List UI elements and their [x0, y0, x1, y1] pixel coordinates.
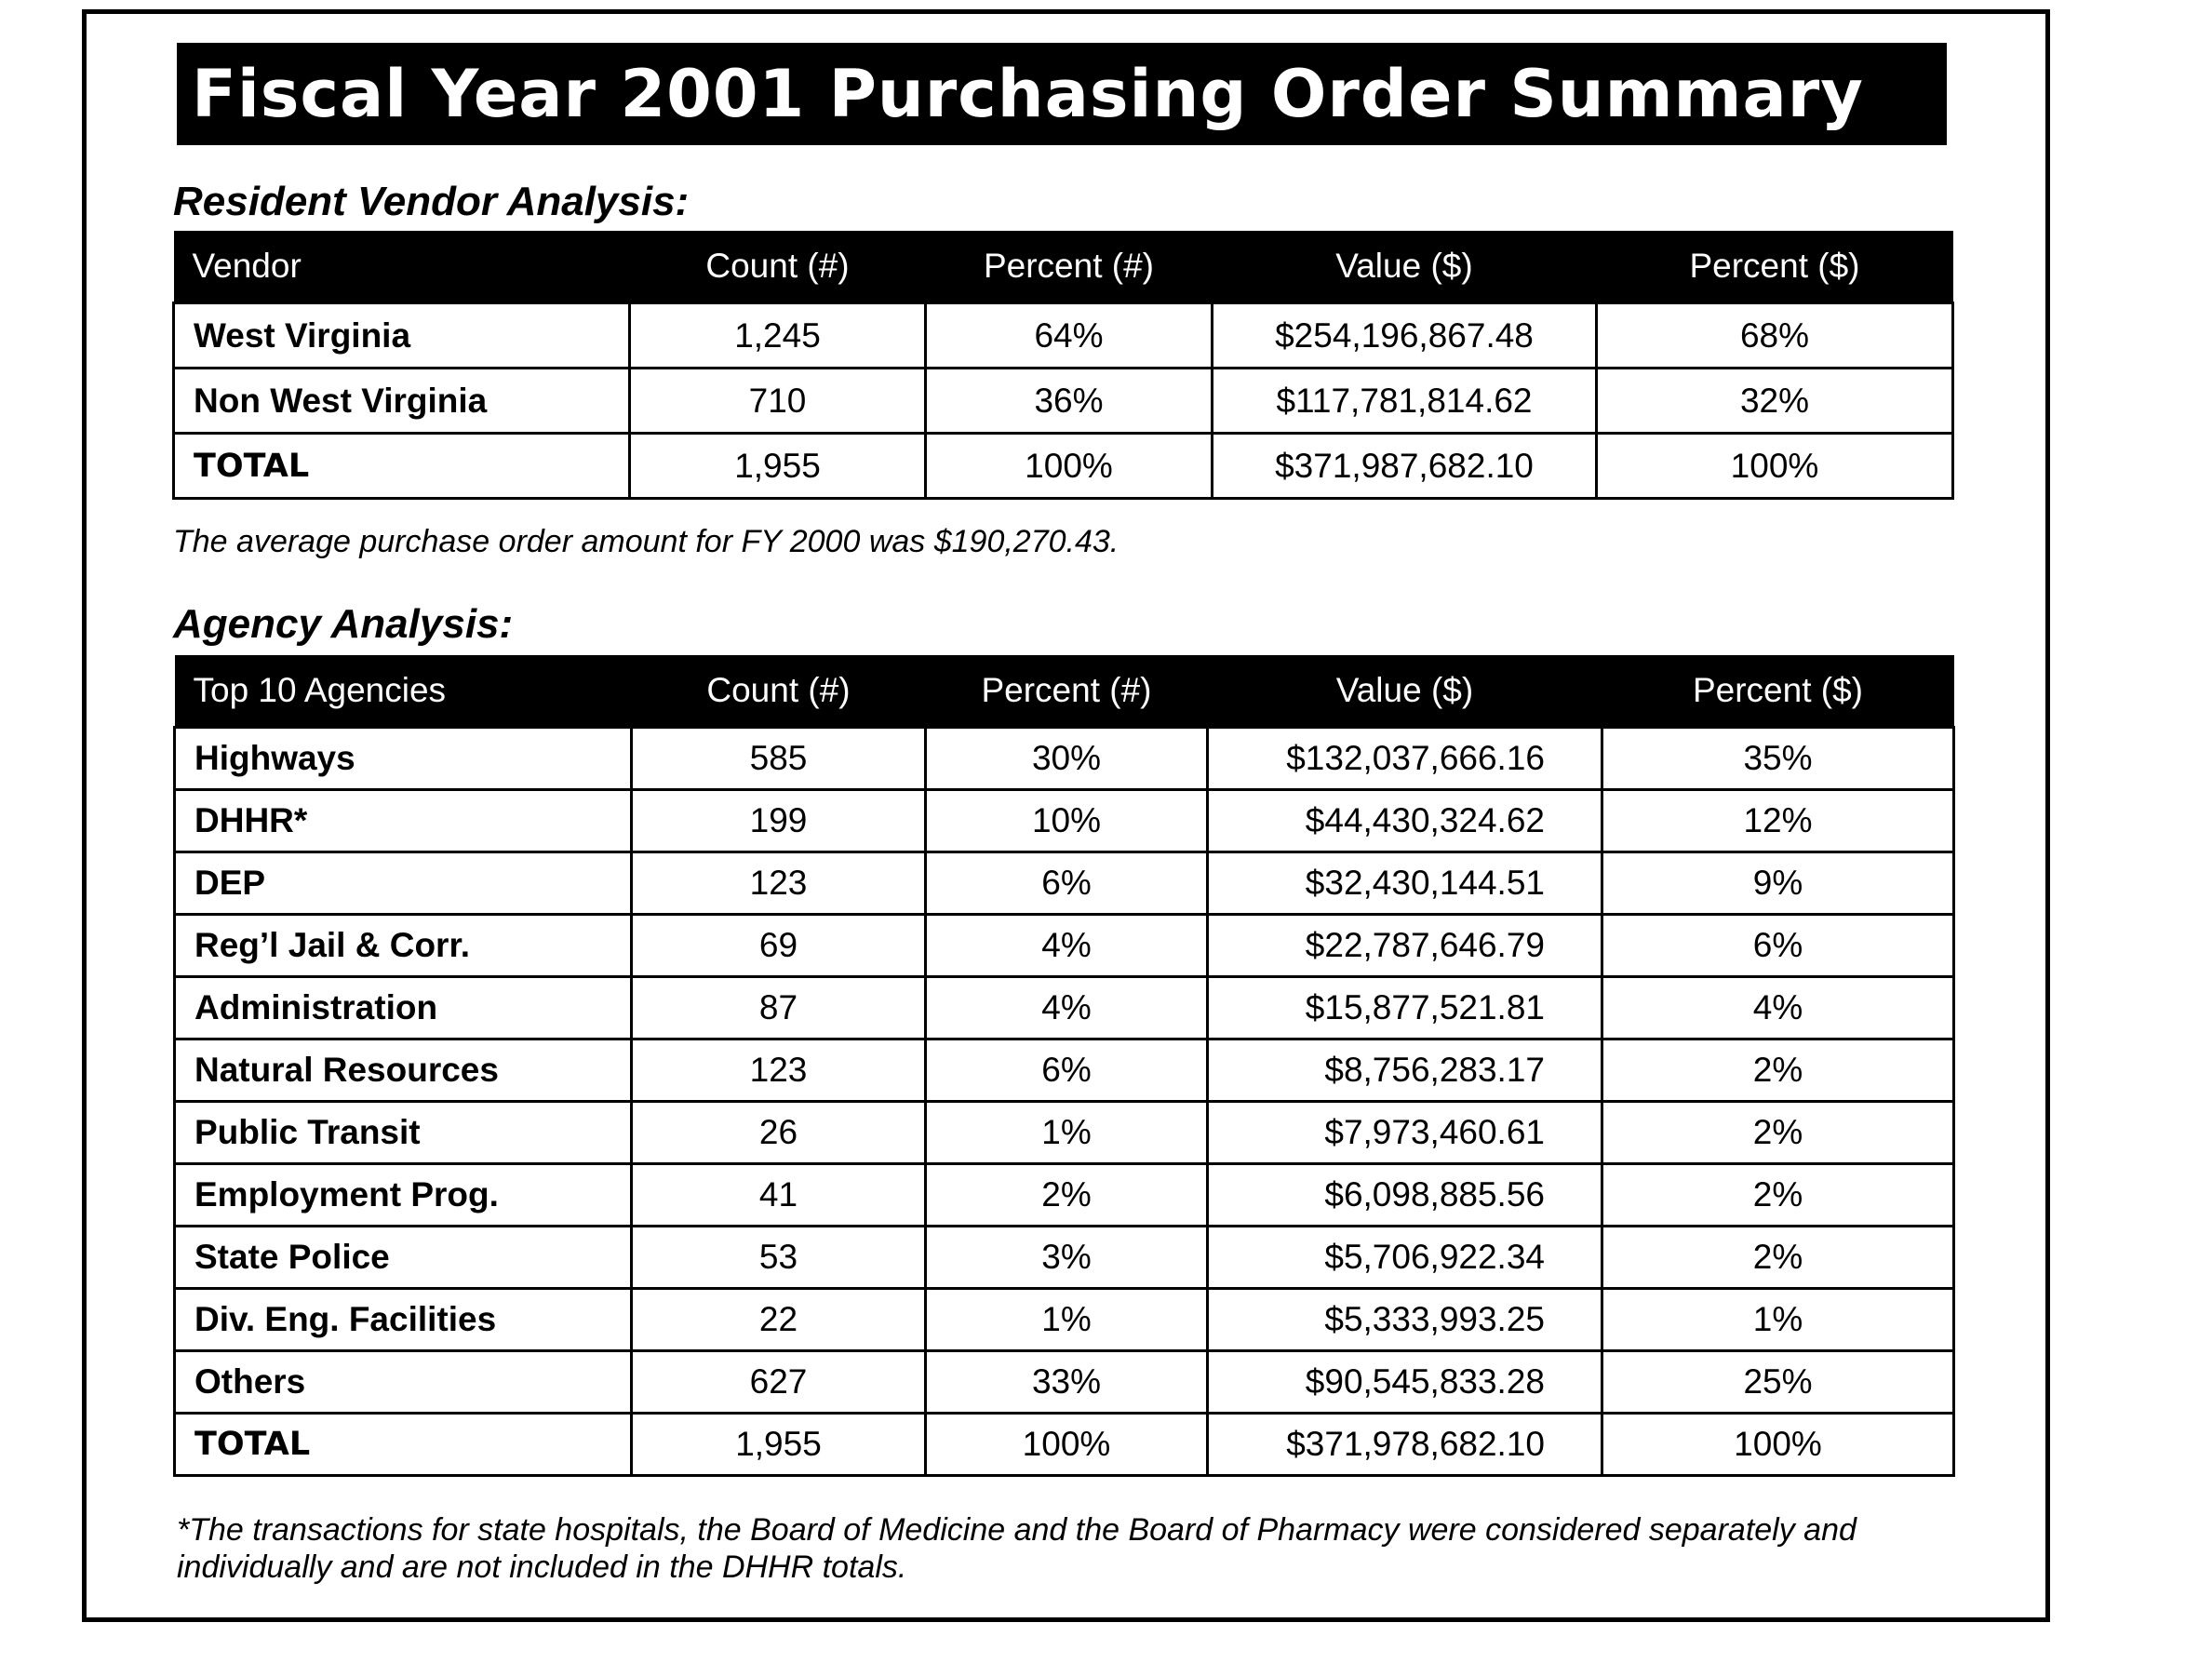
column-header-value: Value ($)	[1213, 231, 1597, 303]
table-row	[175, 1289, 1954, 1351]
cell-count: 26	[632, 1102, 926, 1164]
cell-count: 41	[632, 1164, 926, 1227]
cell-count: 1,955	[630, 434, 926, 499]
cell-value: $7,973,460.61	[1208, 1102, 1602, 1164]
table-row	[174, 303, 1953, 369]
cell-value: $371,987,682.10	[1213, 434, 1597, 499]
total-row	[175, 1414, 1954, 1476]
cell-percent-count: 10%	[926, 790, 1208, 852]
cell-name: Public Transit	[175, 1102, 632, 1164]
cell-value: $254,196,867.48	[1213, 303, 1597, 369]
total-row	[174, 434, 1953, 499]
cell-percent-value: 35%	[1602, 728, 1954, 790]
table-header-row	[175, 655, 1954, 728]
cell-value: $371,978,682.10	[1208, 1414, 1602, 1476]
cell-name: TOTAL	[175, 1414, 632, 1476]
cell-count: 1,245	[630, 303, 926, 369]
cell-name: DHHR*	[175, 790, 632, 852]
cell-name: Reg’l Jail & Corr.	[175, 915, 632, 977]
cell-percent-count: 36%	[926, 369, 1213, 434]
column-header-agency: Top 10 Agencies	[175, 655, 632, 728]
cell-value: $132,037,666.16	[1208, 728, 1602, 790]
cell-count: 1,955	[632, 1414, 926, 1476]
cell-count: 123	[632, 852, 926, 915]
column-header-percent-value: Percent ($)	[1597, 231, 1953, 303]
cell-count: 627	[632, 1351, 926, 1414]
table-header-row	[174, 231, 1953, 303]
cell-count: 87	[632, 977, 926, 1039]
resident-vendor-heading: Resident Vendor Analysis:	[173, 179, 690, 224]
cell-percent-count: 100%	[926, 434, 1213, 499]
column-header-percent-count: Percent (#)	[926, 231, 1213, 303]
cell-value: $5,333,993.25	[1208, 1289, 1602, 1351]
cell-count: 123	[632, 1039, 926, 1102]
cell-count: 22	[632, 1289, 926, 1351]
cell-value: $22,787,646.79	[1208, 915, 1602, 977]
cell-name: Highways	[175, 728, 632, 790]
cell-percent-count: 64%	[926, 303, 1213, 369]
cell-count: 710	[630, 369, 926, 434]
cell-percent-value: 100%	[1602, 1414, 1954, 1476]
cell-percent-value: 2%	[1602, 1227, 1954, 1289]
cell-percent-value: 6%	[1602, 915, 1954, 977]
cell-percent-value: 32%	[1597, 369, 1953, 434]
column-header-count: Count (#)	[630, 231, 926, 303]
cell-percent-value: 9%	[1602, 852, 1954, 915]
table-row	[175, 977, 1954, 1039]
page-title: Fiscal Year 2001 Purchasing Order Summary	[177, 43, 1947, 145]
cell-value: $44,430,324.62	[1208, 790, 1602, 852]
column-header-percent-value: Percent ($)	[1602, 655, 1954, 728]
table-row	[175, 1227, 1954, 1289]
cell-percent-count: 4%	[926, 915, 1208, 977]
cell-percent-count: 4%	[926, 977, 1208, 1039]
cell-percent-count: 1%	[926, 1289, 1208, 1351]
cell-percent-count: 1%	[926, 1102, 1208, 1164]
cell-count: 69	[632, 915, 926, 977]
cell-percent-value: 2%	[1602, 1164, 1954, 1227]
cell-percent-value: 25%	[1602, 1351, 1954, 1414]
cell-name: Non West Virginia	[174, 369, 630, 434]
cell-percent-value: 4%	[1602, 977, 1954, 1039]
cell-percent-value: 1%	[1602, 1289, 1954, 1351]
table-row	[175, 1039, 1954, 1102]
cell-value: $32,430,144.51	[1208, 852, 1602, 915]
cell-percent-count: 2%	[926, 1164, 1208, 1227]
column-header-percent-count: Percent (#)	[926, 655, 1208, 728]
cell-percent-count: 30%	[926, 728, 1208, 790]
cell-percent-value: 2%	[1602, 1102, 1954, 1164]
cell-percent-count: 6%	[926, 852, 1208, 915]
table-row	[175, 1351, 1954, 1414]
agency-analysis-heading: Agency Analysis:	[173, 601, 514, 647]
cell-percent-value: 12%	[1602, 790, 1954, 852]
cell-percent-count: 6%	[926, 1039, 1208, 1102]
cell-percent-value: 68%	[1597, 303, 1953, 369]
column-header-count: Count (#)	[632, 655, 926, 728]
cell-value: $90,545,833.28	[1208, 1351, 1602, 1414]
agency-analysis-table	[173, 655, 1955, 1477]
cell-percent-count: 3%	[926, 1227, 1208, 1289]
cell-name: Others	[175, 1351, 632, 1414]
cell-name: TOTAL	[174, 434, 630, 499]
resident-vendor-table	[172, 231, 1954, 500]
column-header-vendor: Vendor	[174, 231, 630, 303]
table-row	[175, 790, 1954, 852]
table-row	[174, 369, 1953, 434]
cell-percent-count: 33%	[926, 1351, 1208, 1414]
cell-percent-value: 100%	[1597, 434, 1953, 499]
table-row	[175, 728, 1954, 790]
cell-value: $117,781,814.62	[1213, 369, 1597, 434]
cell-percent-count: 100%	[926, 1414, 1208, 1476]
table-row	[175, 1164, 1954, 1227]
cell-value: $15,877,521.81	[1208, 977, 1602, 1039]
table-row	[175, 1102, 1954, 1164]
dhhr-footnote: *The transactions for state hospitals, the Board of Medicine and the Board of Pharmacy were considered separately and individually and are not included in the DHHR totals.	[177, 1512, 1857, 1585]
table-row	[175, 915, 1954, 977]
cell-name: Administration	[175, 977, 632, 1039]
cell-value: $6,098,885.56	[1208, 1164, 1602, 1227]
cell-value: $5,706,922.34	[1208, 1227, 1602, 1289]
cell-name: Employment Prog.	[175, 1164, 632, 1227]
cell-percent-value: 2%	[1602, 1039, 1954, 1102]
cell-name: DEP	[175, 852, 632, 915]
table-row	[175, 852, 1954, 915]
cell-value: $8,756,283.17	[1208, 1039, 1602, 1102]
cell-count: 53	[632, 1227, 926, 1289]
cell-count: 585	[632, 728, 926, 790]
cell-name: Div. Eng. Facilities	[175, 1289, 632, 1351]
cell-name: West Virginia	[174, 303, 630, 369]
column-header-value: Value ($)	[1208, 655, 1602, 728]
average-order-note: The average purchase order amount for FY 2000 was $190,270.43.	[173, 524, 1119, 559]
cell-name: Natural Resources	[175, 1039, 632, 1102]
cell-count: 199	[632, 790, 926, 852]
cell-name: State Police	[175, 1227, 632, 1289]
